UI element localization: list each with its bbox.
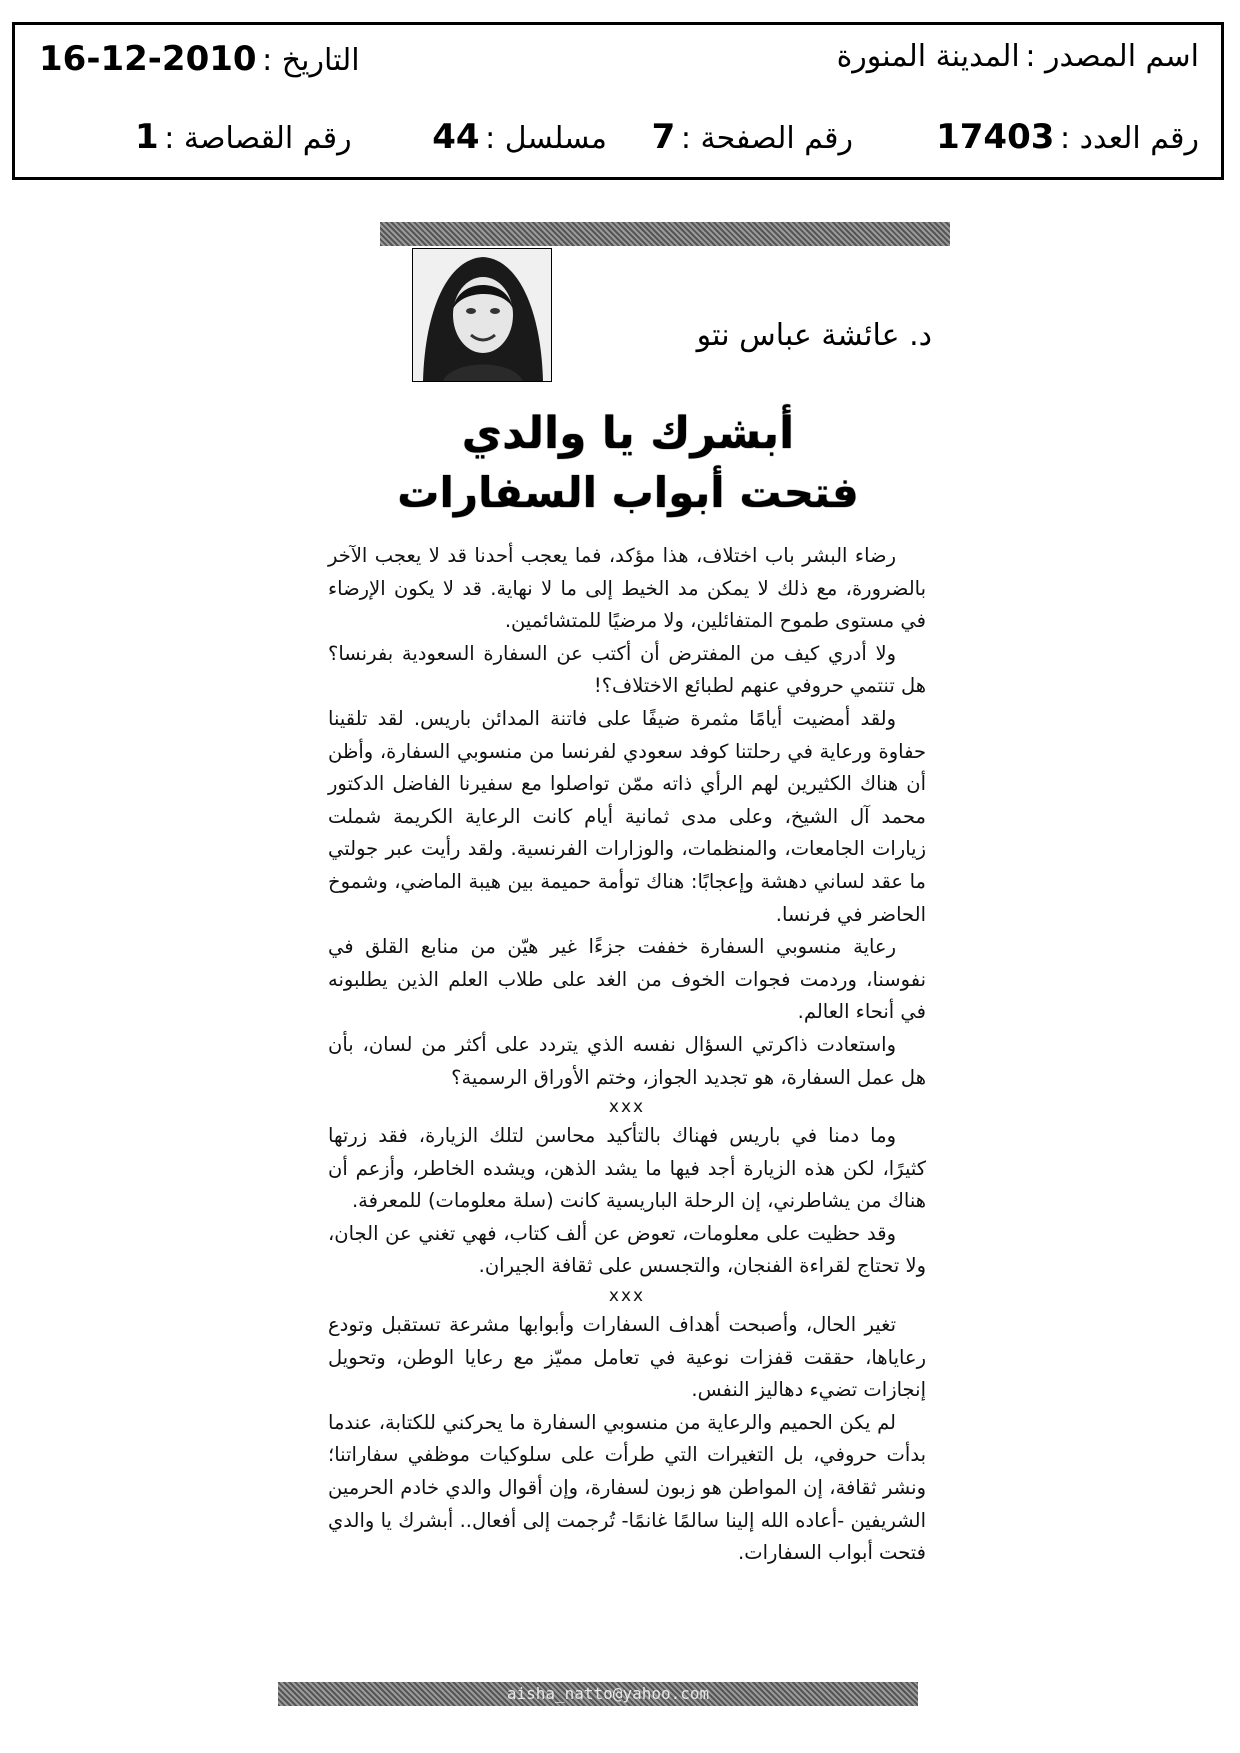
source-value: المدينة المنورة [836,39,1020,74]
author-name: د. عائشة عباس نتو [696,318,932,353]
page-label: رقم الصفحة : [680,121,853,156]
paragraph: رعاية منسوبي السفارة خففت جزءًا غير هيّن من منابع القلق في نفوسنا، وردمت فجوات الخوف من الغد على طلاب العلم الذين يطلبونه في أنحاء العالم. [328,935,926,1024]
article-body [328,540,926,1570]
author-photo-image [413,249,551,381]
clip-field [135,117,352,157]
paragraph: واستعادت ذاكرتي السؤال نفسه الذي يتردد على أكثر من لسان، بأن هل عمل السفارة، هو تجديد الجواز، وختم الأوراق الرسمية؟ [328,1032,926,1089]
clip-label: رقم القصاصة : [164,121,352,156]
source-field [837,39,1199,74]
date-label: التاريخ : [262,43,360,78]
section-separator: xxx [608,1286,646,1307]
paragraph: وقد حظيت على معلومات، تعوض عن ألف كتاب، فهي تغني عن الجان، ولا تحتاج لقراءة الفنجان، والتجسس على ثقافة الجيران. [328,1221,926,1278]
top-decorative-rule [380,222,950,246]
clipping-header [12,22,1224,180]
issue-value: 17403 [936,117,1055,157]
author-email: aisha_natto@yahoo.com [506,1684,710,1703]
header-row-1 [15,39,1221,99]
clip-value: 1 [135,117,159,157]
paragraph: رضاء البشر باب اختلاف، هذا مؤكد، فما يعجب أحدنا قد لا يعجب الآخر بالضرورة، مع ذلك لا يمكن مد الخيط إلى ما لا نهاية. قد لا يكون الإرضاء في مستوى طموح المتفائلين، ولا مرضيًا للمتشائمين. [328,544,926,633]
source-label: اسم المصدر : [1025,39,1199,74]
page-value: 7 [651,117,676,157]
date-field [39,39,360,79]
author-photo [412,248,552,382]
paragraph: لم يكن الحميم والرعاية من منسوبي السفارة ما يحركني للكتابة، عندما بدأت حروفي، بل التغيرات التي طرأت على سلوكيات موظفي سفاراتنا؛ ونشر ثقافة، إن المواطن هو زبون لسفارة، وإن أقوال والدي خادم الحرمين الشريفين -أعاده الله إلينا سالمًا غانمًا- تُرجمت إلى أفعال.. أبشرك يا والدي فتحت أبواب السفارات. [328,1410,926,1565]
paragraph: تغير الحال، وأصبحت أهداف السفارات وأبوابها مشرعة تستقبل وتودع رعاياها، حققت قفزات نوعية في تعامل مميّز مع رعايا الوطن، وتحويل إنجازات تضيء دهاليز النفس. [328,1313,926,1402]
newspaper-clipping [298,222,956,1718]
headline-line-2: فتحت أبواب السفارات [397,468,859,517]
issue-field [936,117,1199,157]
paragraph: ولا أدري كيف من المفترض أن أكتب عن السفارة السعودية بفرنسا؟ هل تنتمي حروفي عنهم لطبائع الاختلاف؟! [328,641,926,698]
header-row-2 [15,117,1221,177]
section-separator: xxx [608,1097,646,1118]
page-field [652,117,853,157]
paragraph: ولقد أمضيت أيامًا مثمرة ضيفًا على فاتنة المدائن باريس. لقد تلقينا حفاوة ورعاية في رحلتنا كوفد سعودي لفرنسا من منسوبي السفارة، وأظن أن هناك الكثيرين لهم الرأي ذاته ممّن تواصلوا مع سفيرنا الفاضل الدكتور محمد آل الشيخ، وعلى مدى ثمانية أيام كانت الرعاية الكريمة شملت زيارات الجامعات، والمنظمات، والوزارات الفرنسية. ولقد رأيت عبر جولتي ما عقد لساني دهشة وإعجابًا: هناك توأمة حميمة بين هيبة الماضي، وشموخ الحاضر في فرنسا. [328,706,926,926]
serial-field [432,117,607,157]
paragraph: وما دمنا في باريس فهناك بالتأكيد محاسن لتلك الزيارة، فقد زرتها كثيرًا، لكن هذه الزيارة أجد فيها ما يشد الذهن، ويشده الخاطر، وأزعم أن هناك من يشاطرني، إن الرحلة الباريسية كانت (سلة معلومات) للمعرفة. [328,1124,926,1213]
date-value: 2010-12-16 [39,39,257,79]
issue-label: رقم العدد : [1059,121,1199,156]
headline-line-1: أبشرك يا والدي [461,408,795,459]
serial-value: 44 [432,117,480,157]
serial-label: مسلسل : [485,121,607,156]
